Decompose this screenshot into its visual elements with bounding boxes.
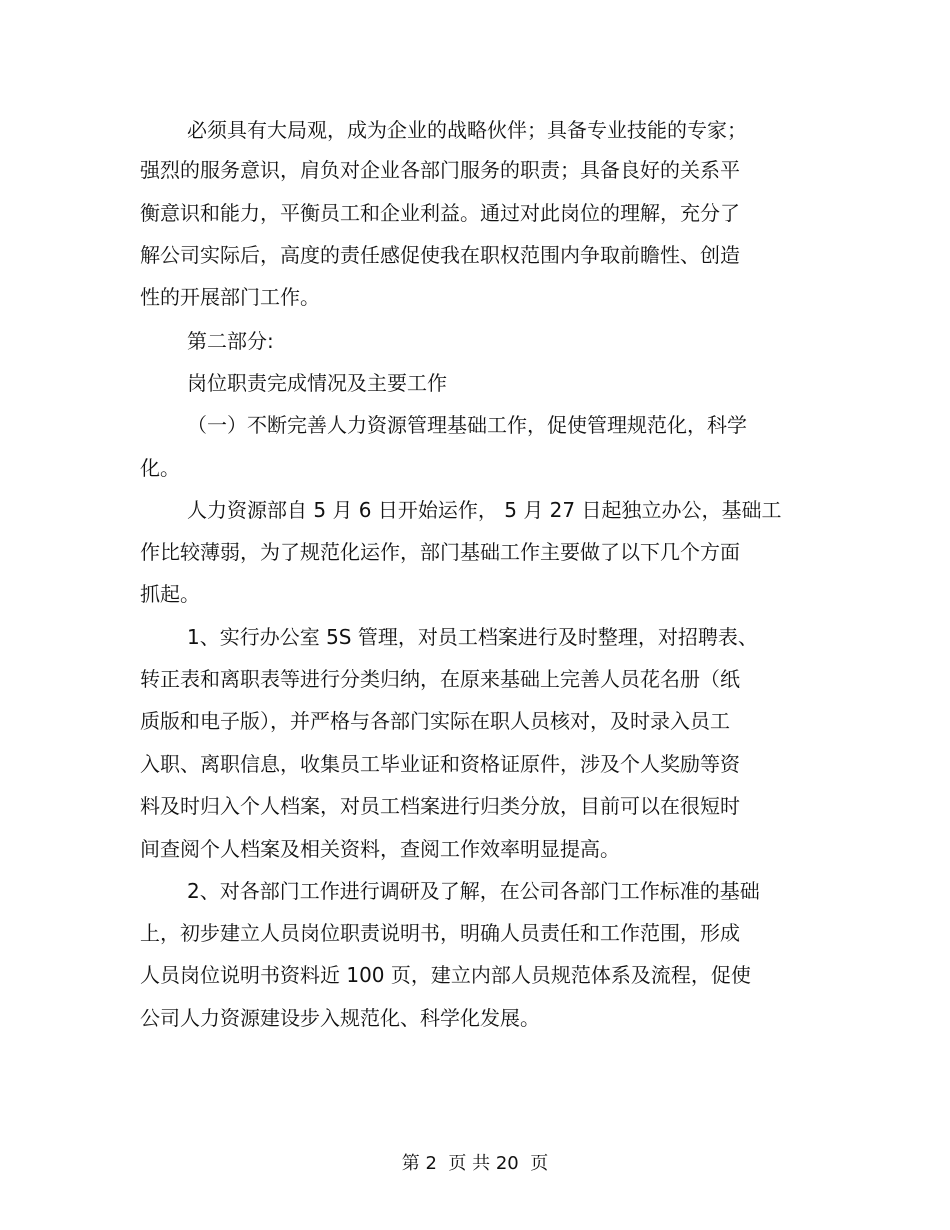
body-text-line: 人员岗位说明书资料近 100 页，建立内部人员规范体系及流程，促使 xyxy=(140,963,751,987)
body-text-line: 性的开展部门工作。 xyxy=(140,285,320,309)
body-text-line: 转正表和离职表等进行分类归纳，在原来基础上完善人员花名册（纸 xyxy=(140,667,740,691)
body-text-line: 公司人力资源建设步入规范化、科学化发展。 xyxy=(140,1006,540,1030)
body-text-line: 必须具有大局观，成为企业的战略伙伴；具备专业技能的专家； xyxy=(187,118,747,142)
body-text-line: 料及时归入个人档案，对员工档案进行归类分放，目前可以在很短时 xyxy=(140,794,740,818)
body-text-line: 抓起。 xyxy=(140,582,200,606)
body-text-line: 间查阅个人档案及相关资料，查阅工作效率明显提高。 xyxy=(140,837,620,861)
body-text-line: （一）不断完善人力资源管理基础工作，促使管理规范化，科学 xyxy=(187,413,747,437)
body-text-line: 1、实行办公室 5S 管理，对员工档案进行及时整理，对招聘表、 xyxy=(187,625,758,649)
body-text-line: 质版和电子版），并严格与各部门实际在职人员核对，及时录入员工 xyxy=(140,709,730,733)
section-subheading: 岗位职责完成情况及主要工作 xyxy=(187,371,447,395)
body-text-line: 衡意识和能力，平衡员工和企业利益。通过对此岗位的理解，充分了 xyxy=(140,201,740,225)
page-number-footer: 第 2 页 共 20 页 xyxy=(401,1153,549,1174)
body-text-line: 上，初步建立人员岗位职责说明书，明确人员责任和工作范围，形成 xyxy=(140,921,740,945)
body-text-line: 人力资源部自 5 月 6 日开始运作， 5 月 27 日起独立办公，基础工 xyxy=(187,498,782,522)
body-text-line: 解公司实际后，高度的责任感促使我在职权范围内争取前瞻性、创造 xyxy=(140,243,740,267)
body-text-line: 2、对各部门工作进行调研及了解，在公司各部门工作标准的基础 xyxy=(187,879,760,903)
body-text-line: 入职、离职信息，收集员工毕业证和资格证原件，涉及个人奖励等资 xyxy=(140,752,740,776)
body-text-line: 化。 xyxy=(140,456,180,480)
body-text-line: 作比较薄弱，为了规范化运作，部门基础工作主要做了以下几个方面 xyxy=(140,540,740,564)
body-text-line: 强烈的服务意识，肩负对企业各部门服务的职责；具备良好的关系平 xyxy=(140,158,740,182)
section-heading: 第二部分: xyxy=(187,329,274,353)
